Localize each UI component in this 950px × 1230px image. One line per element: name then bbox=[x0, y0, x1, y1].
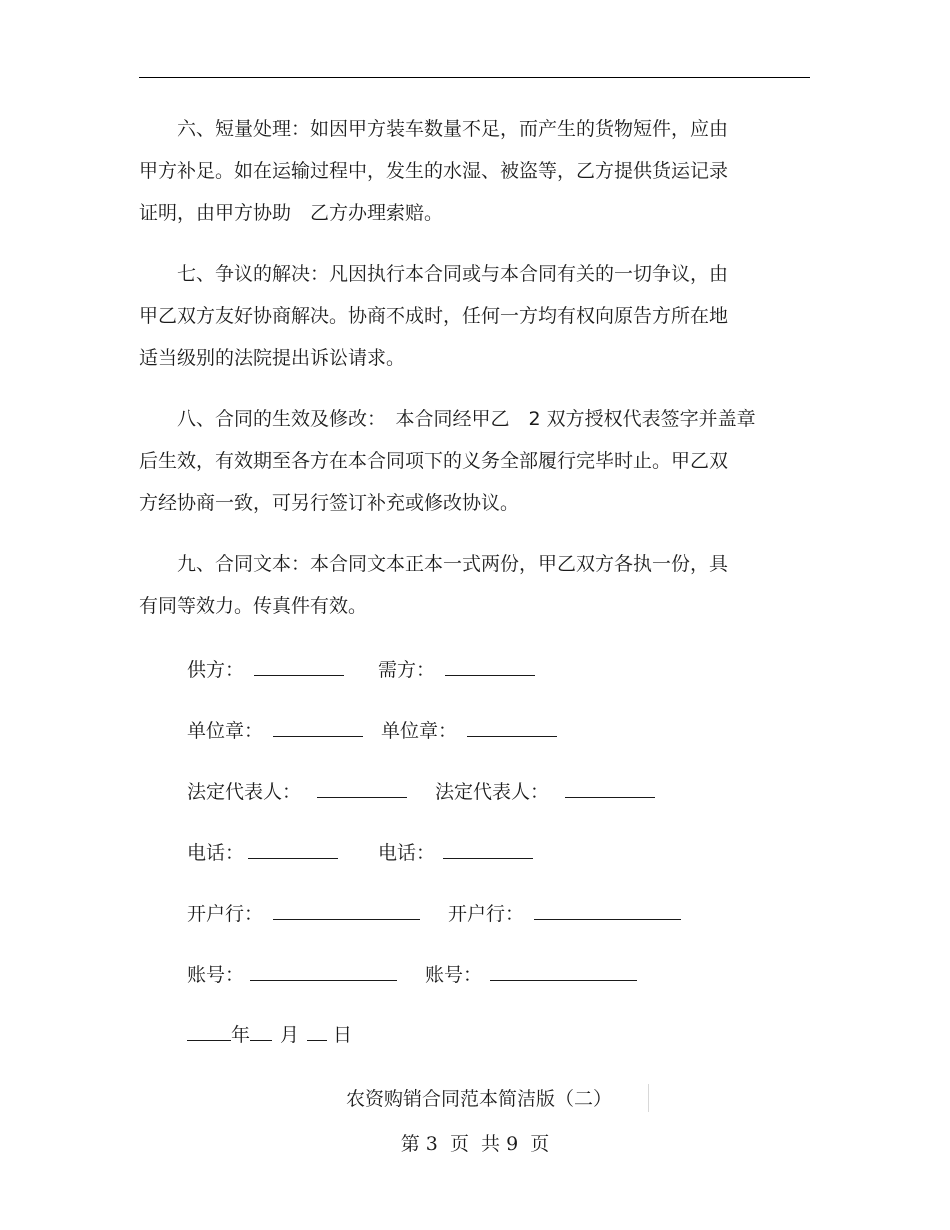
clause-6-shortage bbox=[139, 108, 829, 234]
seal-label-1: 单位章： bbox=[187, 720, 264, 742]
year-label: 年 bbox=[231, 1024, 251, 1046]
signature-row-seal bbox=[187, 718, 557, 743]
supplier-label: 供方： bbox=[187, 659, 245, 681]
rep-label-2: 法定代表人： bbox=[435, 781, 550, 803]
account-label-2: 账号： bbox=[425, 964, 483, 986]
next-section-title: 农资购销合同范本简洁版（二） bbox=[346, 1088, 613, 1110]
seal-blank-1[interactable] bbox=[273, 718, 363, 737]
phone-label-2: 电话： bbox=[378, 842, 436, 864]
seal-blank-2[interactable] bbox=[467, 718, 557, 737]
account-label-1: 账号： bbox=[187, 964, 245, 986]
clause-9-line-2: 有同等效力。传真件有效。 bbox=[139, 595, 368, 617]
clause-7-line-3: 适当级别的法院提出诉讼请求。 bbox=[139, 347, 406, 369]
clause-7-line-2: 甲乙双方友好协商解决。协商不成时，任何一方均有权向原告方所在地 bbox=[139, 305, 729, 327]
rep-blank-2[interactable] bbox=[565, 779, 655, 798]
month-blank[interactable] bbox=[250, 1022, 272, 1041]
phone-blank-1[interactable] bbox=[248, 840, 338, 859]
rep-blank-1[interactable] bbox=[317, 779, 407, 798]
clause-7-dispute bbox=[139, 253, 829, 379]
clause-9-line-1: 九、合同文本：本合同文本正本一式两份，甲乙双方各执一份，具 bbox=[139, 553, 729, 575]
account-blank-1[interactable] bbox=[250, 962, 397, 981]
clause-6-line-1: 六、短量处理：如因甲方装车数量不足，而产生的货物短件，应由 bbox=[139, 118, 729, 140]
clause-8-effectiveness bbox=[139, 398, 829, 524]
account-blank-2[interactable] bbox=[490, 962, 637, 981]
clause-7-line-1: 七、争议的解决：凡因执行本合同或与本合同有关的一切争议，由 bbox=[139, 263, 729, 285]
month-label: 月 bbox=[280, 1024, 300, 1046]
year-blank[interactable] bbox=[187, 1022, 231, 1041]
signature-row-phone bbox=[187, 840, 533, 865]
bank-label-1: 开户行： bbox=[187, 903, 264, 925]
title-edge-line bbox=[648, 1084, 649, 1112]
signature-row-representative bbox=[187, 779, 655, 804]
clause-6-line-3: 证明，由甲方协助 乙方办理索赔。 bbox=[139, 202, 444, 224]
signature-row-bank bbox=[187, 901, 681, 926]
clause-8-line-2: 后生效，有效期至各方在本合同项下的义务全部履行完毕时止。甲乙双 bbox=[139, 450, 729, 472]
phone-label-1: 电话： bbox=[187, 842, 245, 864]
header-rule bbox=[139, 77, 810, 78]
rep-label-1: 法定代表人： bbox=[187, 781, 302, 803]
signature-row-parties bbox=[187, 657, 535, 682]
signature-row-account bbox=[187, 962, 637, 987]
day-label: 日 bbox=[333, 1024, 353, 1046]
clause-8-line-1: 八、合同的生效及修改： 本合同经甲乙 2 双方授权代表签字并盖章 bbox=[139, 408, 756, 430]
bank-blank-2[interactable] bbox=[534, 901, 681, 920]
bank-blank-1[interactable] bbox=[273, 901, 420, 920]
signature-row-date bbox=[187, 1022, 352, 1047]
clause-9-text bbox=[139, 543, 829, 627]
page-number: 第 3 页 共 9 页 bbox=[400, 1133, 550, 1155]
day-blank[interactable] bbox=[307, 1022, 327, 1041]
seal-label-2: 单位章： bbox=[381, 720, 458, 742]
buyer-label: 需方： bbox=[378, 659, 436, 681]
phone-blank-2[interactable] bbox=[443, 840, 533, 859]
buyer-blank[interactable] bbox=[445, 657, 535, 676]
clause-8-line-3: 方经协商一致，可另行签订补充或修改协议。 bbox=[139, 492, 520, 514]
supplier-blank[interactable] bbox=[254, 657, 344, 676]
clause-6-line-2: 甲方补足。如在运输过程中，发生的水湿、被盗等，乙方提供货运记录 bbox=[139, 160, 729, 182]
bank-label-2: 开户行： bbox=[448, 903, 525, 925]
